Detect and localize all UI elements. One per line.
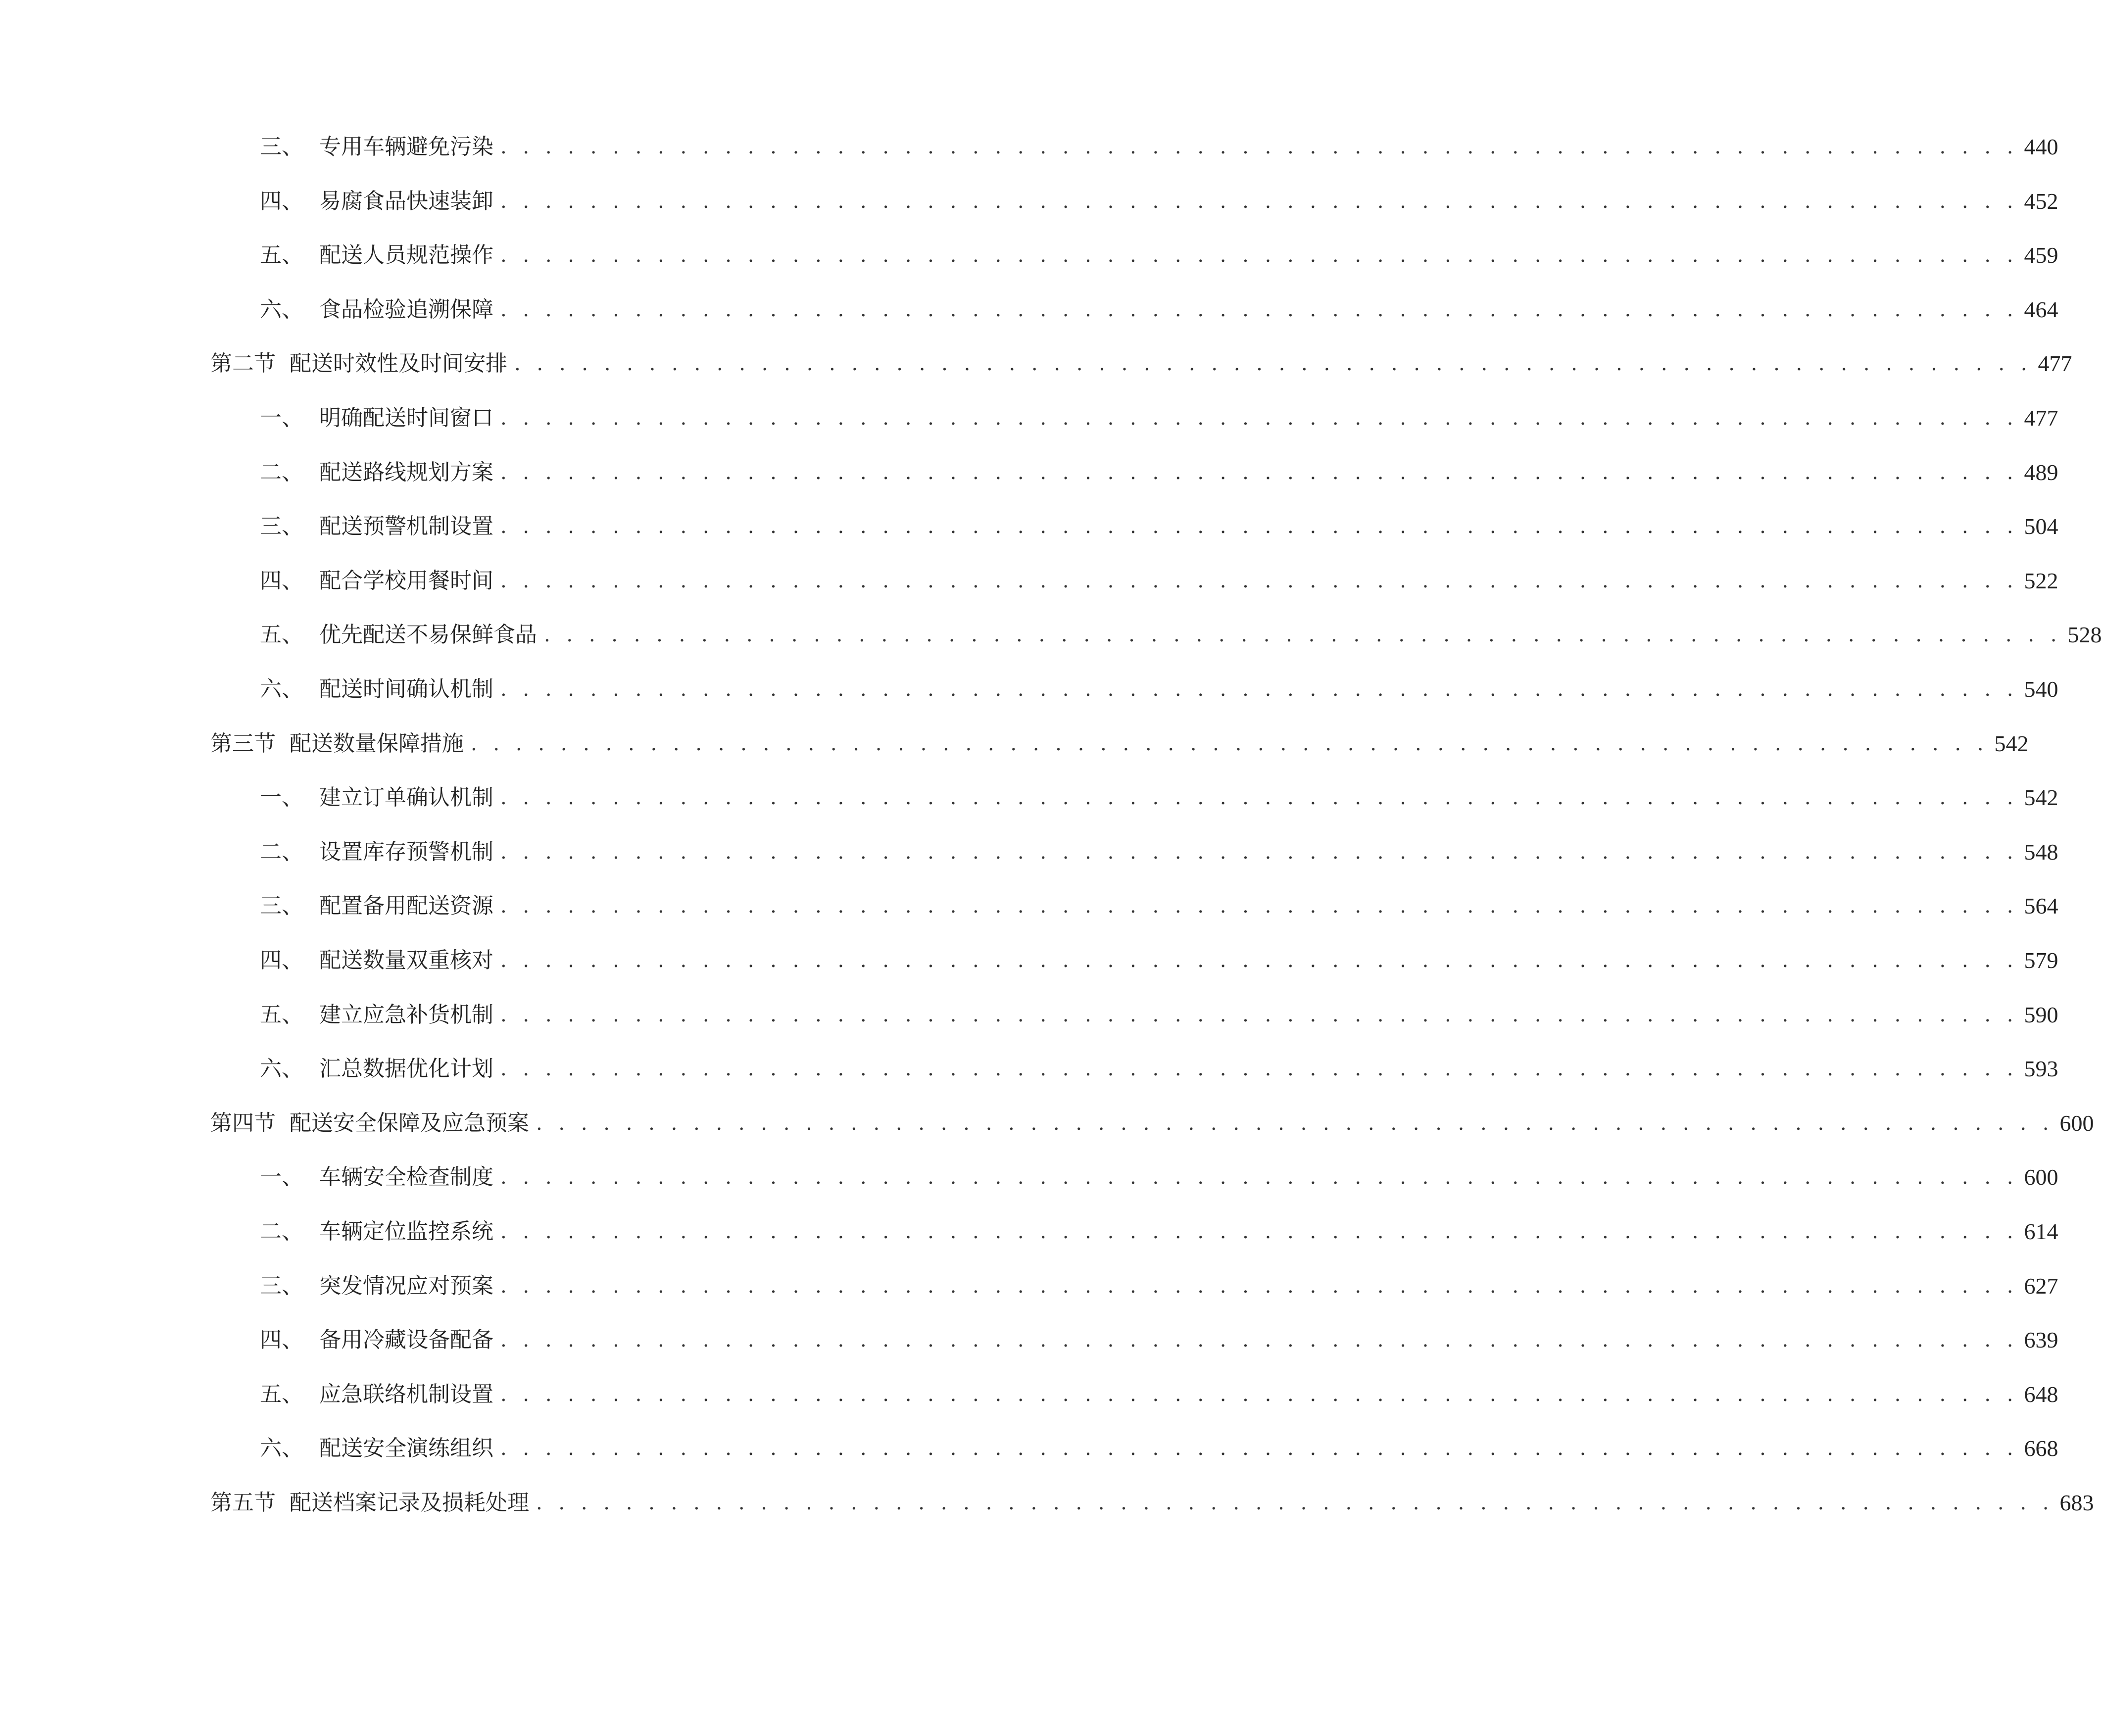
- toc-entry-number: 二、: [260, 1219, 303, 1244]
- toc-entry-page-number: 540: [2024, 676, 2058, 702]
- toc-dot-leader: . . . . . . . . . . . . . . . . . . . . . . . . . . . . . . . . . . . . . . . . . . . . . . . . . . . . . . . . . . . . . . . . . . . .: [500, 1383, 2018, 1406]
- toc-entry-title: 建立应急补货机制: [319, 1002, 493, 1027]
- toc-section-entry[interactable]: [210, 1486, 2094, 1520]
- toc-entry-page-number: 593: [2024, 1056, 2058, 1082]
- toc-dot-leader: . . . . . . . . . . . . . . . . . . . . . . . . . . . . . . . . . . . . . . . . . . . . . . . . . . . . . . . . . . . . . . . . . . . .: [514, 352, 2032, 376]
- toc-subsection-entry[interactable]: [260, 1160, 2058, 1195]
- toc-subsection-entry[interactable]: [260, 1431, 2058, 1466]
- toc-subsection-entry[interactable]: [260, 1323, 2058, 1357]
- toc-entry-number: 五、: [260, 1002, 303, 1027]
- toc-entry-page-number: 477: [2038, 351, 2072, 377]
- toc-section-entry[interactable]: [210, 726, 2029, 761]
- toc-dot-leader: . . . . . . . . . . . . . . . . . . . . . . . . . . . . . . . . . . . . . . . . . . . . . . . . . . . . . . . . . . . . . . . . . . . .: [500, 949, 2018, 972]
- toc-dot-leader: . . . . . . . . . . . . . . . . . . . . . . . . . . . . . . . . . . . . . . . . . . . . . . . . . . . . . . . . . . . . . . . . . . . .: [500, 1274, 2018, 1298]
- toc-dot-leader: . . . . . . . . . . . . . . . . . . . . . . . . . . . . . . . . . . . . . . . . . . . . . . . . . . . . . . . . . . . . . . . . . . . .: [500, 1437, 2018, 1460]
- toc-subsection-entry[interactable]: [260, 455, 2058, 490]
- toc-entry-page-number: 464: [2024, 296, 2058, 322]
- toc-entry-title: 配送安全保障及应急预案: [290, 1110, 529, 1136]
- toc-entry-number: 二、: [260, 839, 303, 865]
- toc-entry-number: 四、: [260, 188, 303, 214]
- toc-entry-number: 六、: [260, 296, 303, 322]
- toc-entry-page-number: 648: [2024, 1381, 2058, 1407]
- toc-subsection-entry[interactable]: [260, 618, 2102, 652]
- toc-entry-title: 突发情况应对预案: [319, 1273, 493, 1299]
- toc-entry-title: 易腐食品快速装卸: [319, 188, 493, 214]
- toc-entry-title: 配送档案记录及损耗处理: [290, 1490, 529, 1515]
- toc-entry-number: 三、: [260, 134, 303, 159]
- toc-entry-title: 明确配送时间窗口: [319, 405, 493, 431]
- toc-entry-page-number: 614: [2024, 1219, 2058, 1244]
- toc-entry-number: 三、: [260, 893, 303, 919]
- toc-entry-page-number: 542: [1994, 730, 2029, 756]
- toc-entry-page-number: 440: [2024, 134, 2058, 159]
- toc-dot-leader: . . . . . . . . . . . . . . . . . . . . . . . . . . . . . . . . . . . . . . . . . . . . . . . . . . . . . . . . . . . . . . . . . . . .: [500, 298, 2018, 321]
- toc-entry-title: 车辆安全检查制度: [319, 1164, 493, 1190]
- toc-section-entry[interactable]: [210, 346, 2072, 381]
- toc-dot-leader: . . . . . . . . . . . . . . . . . . . . . . . . . . . . . . . . . . . . . . . . . . . . . . . . . . . . . . . . . . . . . . . . . . . .: [500, 569, 2018, 592]
- toc-entry-number: 四、: [260, 568, 303, 593]
- toc-subsection-entry[interactable]: [260, 998, 2058, 1032]
- toc-entry-number: 第四节: [210, 1110, 276, 1136]
- toc-subsection-entry[interactable]: [260, 292, 2058, 327]
- toc-dot-leader: . . . . . . . . . . . . . . . . . . . . . . . . . . . . . . . . . . . . . . . . . . . . . . . . . . . . . . . . . . . . . . . . . . . .: [500, 190, 2018, 213]
- toc-subsection-entry[interactable]: [260, 509, 2058, 544]
- toc-entry-title: 配合学校用餐时间: [319, 568, 493, 593]
- toc-subsection-entry[interactable]: [260, 835, 2058, 869]
- toc-dot-leader: . . . . . . . . . . . . . . . . . . . . . . . . . . . . . . . . . . . . . . . . . . . . . . . . . . . . . . . . . . . . . . . . . . . .: [500, 840, 2018, 864]
- toc-subsection-entry[interactable]: [260, 1052, 2058, 1086]
- toc-dot-leader: . . . . . . . . . . . . . . . . . . . . . . . . . . . . . . . . . . . . . . . . . . . . . . . . . . . . . . . . . . . . . . . . . . . .: [500, 1166, 2018, 1189]
- toc-entry-page-number: 600: [2024, 1164, 2058, 1190]
- toc-subsection-entry[interactable]: [260, 1214, 2058, 1249]
- toc-subsection-entry[interactable]: [260, 672, 2058, 707]
- toc-dot-leader: . . . . . . . . . . . . . . . . . . . . . . . . . . . . . . . . . . . . . . . . . . . . . . . . . . . . . . . . . . . . . . . . . . . .: [500, 461, 2018, 484]
- toc-entry-title: 备用冷藏设备配备: [319, 1327, 493, 1353]
- toc-entry-title: 优先配送不易保鲜食品: [319, 622, 537, 648]
- toc-entry-number: 第三节: [210, 730, 276, 756]
- toc-entry-title: 配送时间确认机制: [319, 676, 493, 702]
- toc-entry-page-number: 579: [2024, 948, 2058, 973]
- toc-entry-page-number: 522: [2024, 568, 2058, 593]
- toc-entry-number: 六、: [260, 1436, 303, 1461]
- toc-entry-number: 一、: [260, 405, 303, 431]
- toc-dot-leader: . . . . . . . . . . . . . . . . . . . . . . . . . . . . . . . . . . . . . . . . . . . . . . . . . . . . . . . . . . . . . . . . . . . .: [536, 1111, 2054, 1135]
- toc-dot-leader: . . . . . . . . . . . . . . . . . . . . . . . . . . . . . . . . . . . . . . . . . . . . . . . . . . . . . . . . . . . . . . . . . . . .: [500, 407, 2018, 430]
- toc-entry-page-number: 542: [2024, 785, 2058, 811]
- toc-entry-title: 应急联络机制设置: [319, 1381, 493, 1407]
- toc-dot-leader: . . . . . . . . . . . . . . . . . . . . . . . . . . . . . . . . . . . . . . . . . . . . . . . . . . . . . . . . . . . . . . . . . . . .: [500, 895, 2018, 918]
- toc-entry-title: 设置库存预警机制: [319, 839, 493, 865]
- toc-dot-leader: . . . . . . . . . . . . . . . . . . . . . . . . . . . . . . . . . . . . . . . . . . . . . . . . . . . . . . . . . . . . . . . . . . . .: [500, 786, 2018, 810]
- toc-entry-number: 第二节: [210, 351, 276, 377]
- toc-entry-number: 一、: [260, 1164, 303, 1190]
- toc-subsection-entry[interactable]: [260, 130, 2058, 164]
- toc-entry-title: 食品检验追溯保障: [319, 296, 493, 322]
- toc-entry-page-number: 489: [2024, 459, 2058, 485]
- toc-entry-number: 五、: [260, 1381, 303, 1407]
- toc-entry-page-number: 477: [2024, 405, 2058, 431]
- toc-entry-number: 一、: [260, 785, 303, 811]
- toc-entry-page-number: 590: [2024, 1002, 2058, 1027]
- toc-entry-title: 配送数量保障措施: [290, 730, 464, 756]
- toc-section-entry[interactable]: [210, 1106, 2094, 1141]
- toc-entry-page-number: 459: [2024, 242, 2058, 268]
- toc-dot-leader: . . . . . . . . . . . . . . . . . . . . . . . . . . . . . . . . . . . . . . . . . . . . . . . . . . . . . . . . . . . . . . . . . . . .: [500, 1058, 2018, 1081]
- toc-subsection-entry[interactable]: [260, 1269, 2058, 1303]
- toc-entry-page-number: 452: [2024, 188, 2058, 214]
- toc-subsection-entry[interactable]: [260, 564, 2058, 598]
- toc-entry-title: 配送人员规范操作: [319, 242, 493, 268]
- toc-entry-title: 建立订单确认机制: [319, 785, 493, 811]
- toc-dot-leader: . . . . . . . . . . . . . . . . . . . . . . . . . . . . . . . . . . . . . . . . . . . . . . . . . . . . . . . . . . . . . . . . . . . .: [500, 244, 2018, 267]
- toc-entry-title: 专用车辆避免污染: [319, 134, 493, 159]
- toc-entry-title: 配送路线规划方案: [319, 459, 493, 485]
- toc-entry-page-number: 627: [2024, 1273, 2058, 1299]
- toc-entry-number: 三、: [260, 1273, 303, 1299]
- toc-entry-page-number: 683: [2059, 1490, 2094, 1515]
- toc-entry-page-number: 668: [2024, 1436, 2058, 1461]
- toc-entry-page-number: 564: [2024, 893, 2058, 919]
- toc-subsection-entry[interactable]: [260, 238, 2058, 273]
- toc-entry-number: 五、: [260, 242, 303, 268]
- toc-entry-number: 二、: [260, 459, 303, 485]
- toc-entry-page-number: 600: [2059, 1110, 2094, 1136]
- toc-entry-title: 配送预警机制设置: [319, 514, 493, 539]
- toc-entry-page-number: 528: [2067, 622, 2102, 648]
- toc-dot-leader: . . . . . . . . . . . . . . . . . . . . . . . . . . . . . . . . . . . . . . . . . . . . . . . . . . . . . . . . . . . . . . . . . . . .: [536, 1492, 2054, 1514]
- toc-dot-leader: . . . . . . . . . . . . . . . . . . . . . . . . . . . . . . . . . . . . . . . . . . . . . . . . . . . . . . . . . . . . . . . . . . . .: [471, 732, 1989, 755]
- toc-subsection-entry[interactable]: [260, 401, 2058, 435]
- toc-entry-title: 车辆定位监控系统: [319, 1219, 493, 1244]
- toc-subsection-entry[interactable]: [260, 889, 2058, 923]
- toc-entry-title: 配置备用配送资源: [319, 893, 493, 919]
- toc-entry-number: 四、: [260, 948, 303, 973]
- toc-dot-leader: . . . . . . . . . . . . . . . . . . . . . . . . . . . . . . . . . . . . . . . . . . . . . . . . . . . . . . . . . . . . . . . . . . . .: [500, 1003, 2018, 1026]
- toc-entry-title: 配送安全演练组织: [319, 1436, 493, 1461]
- toc-dot-leader: . . . . . . . . . . . . . . . . . . . . . . . . . . . . . . . . . . . . . . . . . . . . . . . . . . . . . . . . . . . . . . . . . . . .: [500, 136, 2018, 158]
- toc-entry-title: 汇总数据优化计划: [319, 1056, 493, 1082]
- toc-dot-leader: . . . . . . . . . . . . . . . . . . . . . . . . . . . . . . . . . . . . . . . . . . . . . . . . . . . . . . . . . . . . . . . . . . . .: [500, 1329, 2018, 1352]
- toc-dot-leader: . . . . . . . . . . . . . . . . . . . . . . . . . . . . . . . . . . . . . . . . . . . . . . . . . . . . . . . . . . . . . . . . . . . .: [500, 1220, 2018, 1243]
- toc-entry-number: 六、: [260, 1056, 303, 1082]
- toc-dot-leader: . . . . . . . . . . . . . . . . . . . . . . . . . . . . . . . . . . . . . . . . . . . . . . . . . . . . . . . . . . . . . . . . . . . .: [500, 515, 2018, 538]
- toc-entry-page-number: 639: [2024, 1327, 2058, 1353]
- toc-subsection-entry[interactable]: [260, 943, 2058, 978]
- toc-entry-page-number: 504: [2024, 514, 2058, 539]
- toc-entry-title: 配送时效性及时间安排: [290, 351, 507, 377]
- toc-entry-number: 三、: [260, 514, 303, 539]
- toc-subsection-entry[interactable]: [260, 184, 2058, 219]
- toc-subsection-entry[interactable]: [260, 780, 2058, 815]
- toc-entry-number: 四、: [260, 1327, 303, 1353]
- toc-entry-title: 配送数量双重核对: [319, 948, 493, 973]
- toc-subsection-entry[interactable]: [260, 1377, 2058, 1412]
- toc-dot-leader: . . . . . . . . . . . . . . . . . . . . . . . . . . . . . . . . . . . . . . . . . . . . . . . . . . . . . . . . . . . . . . . . . . . .: [500, 678, 2018, 701]
- toc-entry-page-number: 548: [2024, 839, 2058, 865]
- toc-entry-number: 五、: [260, 622, 303, 648]
- toc-entry-number: 六、: [260, 676, 303, 702]
- toc-dot-leader: . . . . . . . . . . . . . . . . . . . . . . . . . . . . . . . . . . . . . . . . . . . . . . . . . . . . . . . . . . . . . . . . . . . .: [544, 624, 2062, 647]
- toc-entry-number: 第五节: [210, 1490, 276, 1515]
